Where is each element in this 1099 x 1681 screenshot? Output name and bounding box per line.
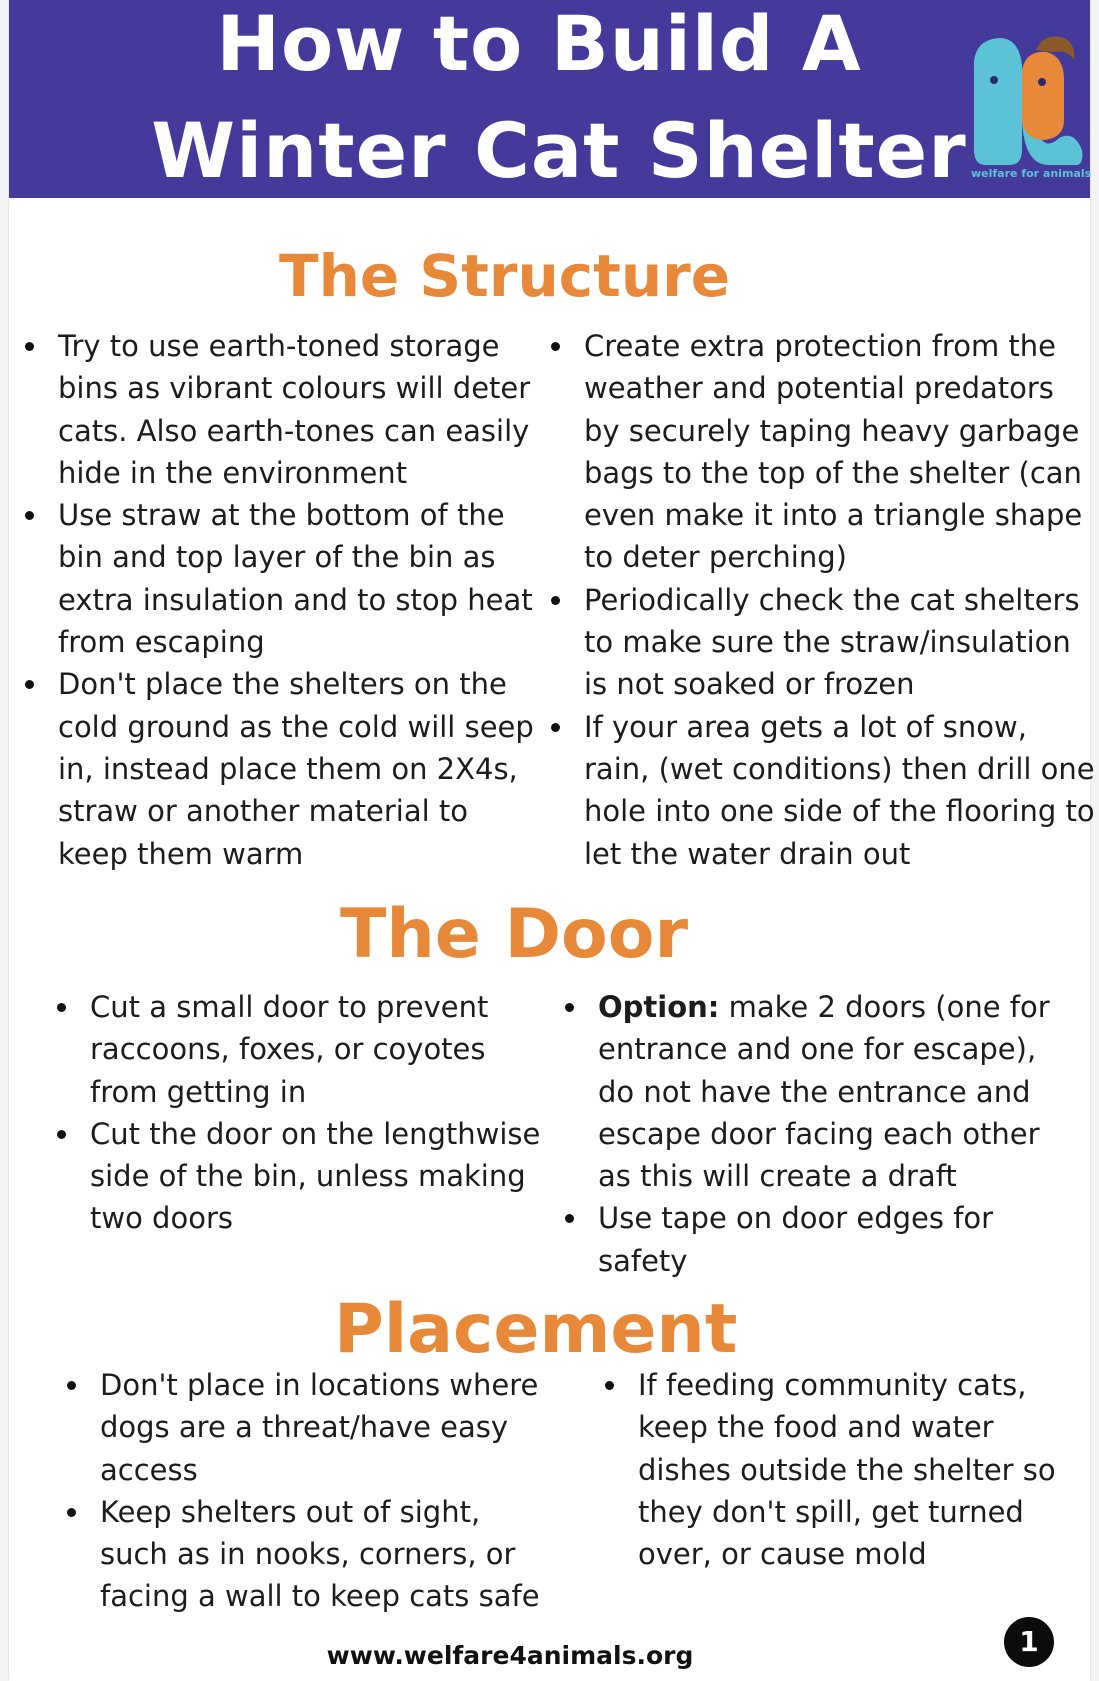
- logo-eye-right: [1038, 78, 1046, 86]
- door-left-list: [53, 986, 543, 1240]
- logo-dog-shape: [1022, 52, 1064, 140]
- door-right-list: [561, 986, 1051, 1282]
- list-item: Try to use earth-toned storage bins as vibrant colours will deter cats. Also earth-tones can easily hide in the environment: [21, 325, 536, 494]
- list-item: Use tape on door edges for safety: [561, 1197, 1051, 1282]
- document-page: [9, 0, 1095, 1681]
- logo-caption: welfare for animals: [971, 167, 1092, 180]
- list-item: Don't place the shelters on the cold ground as the cold will seep in, instead place them on 2X4s, straw or another material to keep them warm: [21, 663, 536, 874]
- structure-right-list: [547, 325, 1095, 875]
- footer-website-url: www.welfare4animals.org: [326, 1641, 694, 1670]
- list-item: Cut a small door to prevent raccoons, foxes, or coyotes from getting in: [53, 986, 543, 1113]
- section-title-structure: The Structure: [279, 242, 731, 310]
- list-item: Keep shelters out of sight, such as in nooks, corners, or facing a wall to keep cats safe: [63, 1491, 553, 1618]
- placement-right-list: [601, 1364, 1061, 1575]
- list-item: Use straw at the bottom of the bin and top layer of the bin as extra insulation and to stop heat from escaping: [21, 494, 536, 663]
- option-text: make 2 doors (one for entrance and one for escape), do not have the entrance and escape door facing each other as this will create a draft: [598, 990, 1050, 1194]
- logo-eye-left: [990, 76, 998, 84]
- list-item: Periodically check the cat shelters to make sure the straw/insulation is not soaked or frozen: [547, 579, 1095, 706]
- list-item: If your area gets a lot of snow, rain, (wet conditions) then drill one hole into one side of the flooring to let the water drain out: [547, 706, 1095, 875]
- section-title-placement: Placement: [334, 1290, 738, 1369]
- logo-cat-shape: [974, 38, 1022, 165]
- page-title-line-2: Winter Cat Shelter: [151, 106, 967, 195]
- list-item: If feeding community cats, keep the food and water dishes outside the shelter so they don't spill, get turned over, or cause mold: [601, 1364, 1061, 1575]
- page-title-line-1: How to Build A: [216, 0, 862, 88]
- list-item: Create extra protection from the weather and potential predators by securely taping heavy garbage bags to the top of the shelter (can even make it into a triangle shape to deter perching): [547, 325, 1095, 579]
- list-item: Cut the door on the lengthwise side of the bin, unless making two doors: [53, 1113, 543, 1240]
- list-item-option: [561, 986, 1051, 1197]
- option-label: Option:: [598, 990, 720, 1024]
- section-title-door: The Door: [339, 895, 688, 974]
- header-banner: [9, 0, 1090, 198]
- page-number-badge: 1: [1004, 1617, 1054, 1667]
- list-item: Don't place in locations where dogs are a threat/have easy access: [63, 1364, 553, 1491]
- placement-left-list: [63, 1364, 553, 1618]
- structure-left-list: [21, 325, 536, 875]
